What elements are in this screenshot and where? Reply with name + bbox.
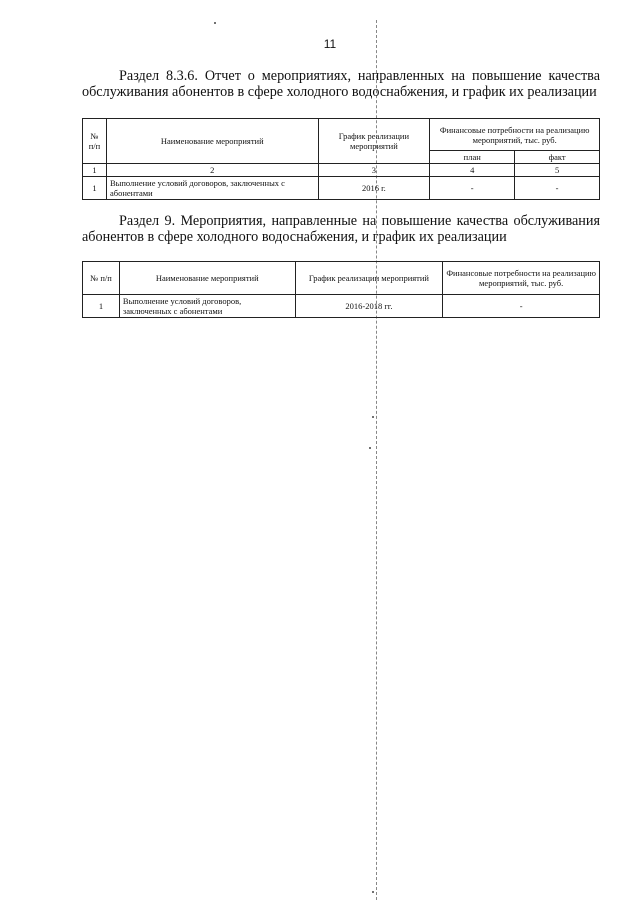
index-cell: 3 xyxy=(318,164,430,177)
row-schedule: 2016 г. xyxy=(318,177,430,200)
row-name: Выполнение условий договоров, заключенных с абонентами xyxy=(119,295,295,318)
row-schedule: 2016-2018 гг. xyxy=(295,295,443,318)
header-fact: факт xyxy=(515,151,600,164)
header-finance: Финансовые потребности на реализацию мероприятий, тыс. руб. xyxy=(430,119,600,151)
page-number: 11 xyxy=(323,37,337,51)
row-finance: - xyxy=(443,295,600,318)
scan-speck xyxy=(214,22,216,24)
scan-speck xyxy=(372,416,374,418)
section-8-3-6-table xyxy=(82,118,600,200)
header-finance: Финансовые потребности на реализацию мероприятий, тыс. руб. xyxy=(443,262,600,295)
table-row xyxy=(83,295,600,318)
header-schedule: График реализации мероприятий xyxy=(295,262,443,295)
section-9-table xyxy=(82,261,600,318)
table-row xyxy=(83,177,600,200)
index-row xyxy=(83,164,600,177)
header-schedule: График реализации мероприятий xyxy=(318,119,430,164)
scan-speck xyxy=(372,891,374,893)
row-num: 1 xyxy=(83,295,120,318)
header-name: Наименование мероприятий xyxy=(119,262,295,295)
index-cell: 1 xyxy=(83,164,107,177)
index-cell: 5 xyxy=(515,164,600,177)
header-num: № п/п xyxy=(83,262,120,295)
row-plan: - xyxy=(430,177,515,200)
header-name: Наименование мероприятий xyxy=(106,119,318,164)
scan-speck xyxy=(369,447,371,449)
header-plan: план xyxy=(430,151,515,164)
header-num: № п/п xyxy=(83,119,107,164)
row-num: 1 xyxy=(83,177,107,200)
row-name: Выполнение условий договоров, заключенных с абонентами xyxy=(106,177,318,200)
row-fact: - xyxy=(515,177,600,200)
index-cell: 4 xyxy=(430,164,515,177)
section-9-heading: Раздел 9. Мероприятия, направленные на повышение качества обслуживания абонентов в сфере холодного водоснабжения, и график их реализации xyxy=(82,213,600,245)
section-8-3-6-heading: Раздел 8.3.6. Отчет о мероприятиях, направленных на повышение качества обслуживания абонентов в сфере холодного водоснабжения, и график их реализации xyxy=(82,68,600,100)
index-cell: 2 xyxy=(106,164,318,177)
